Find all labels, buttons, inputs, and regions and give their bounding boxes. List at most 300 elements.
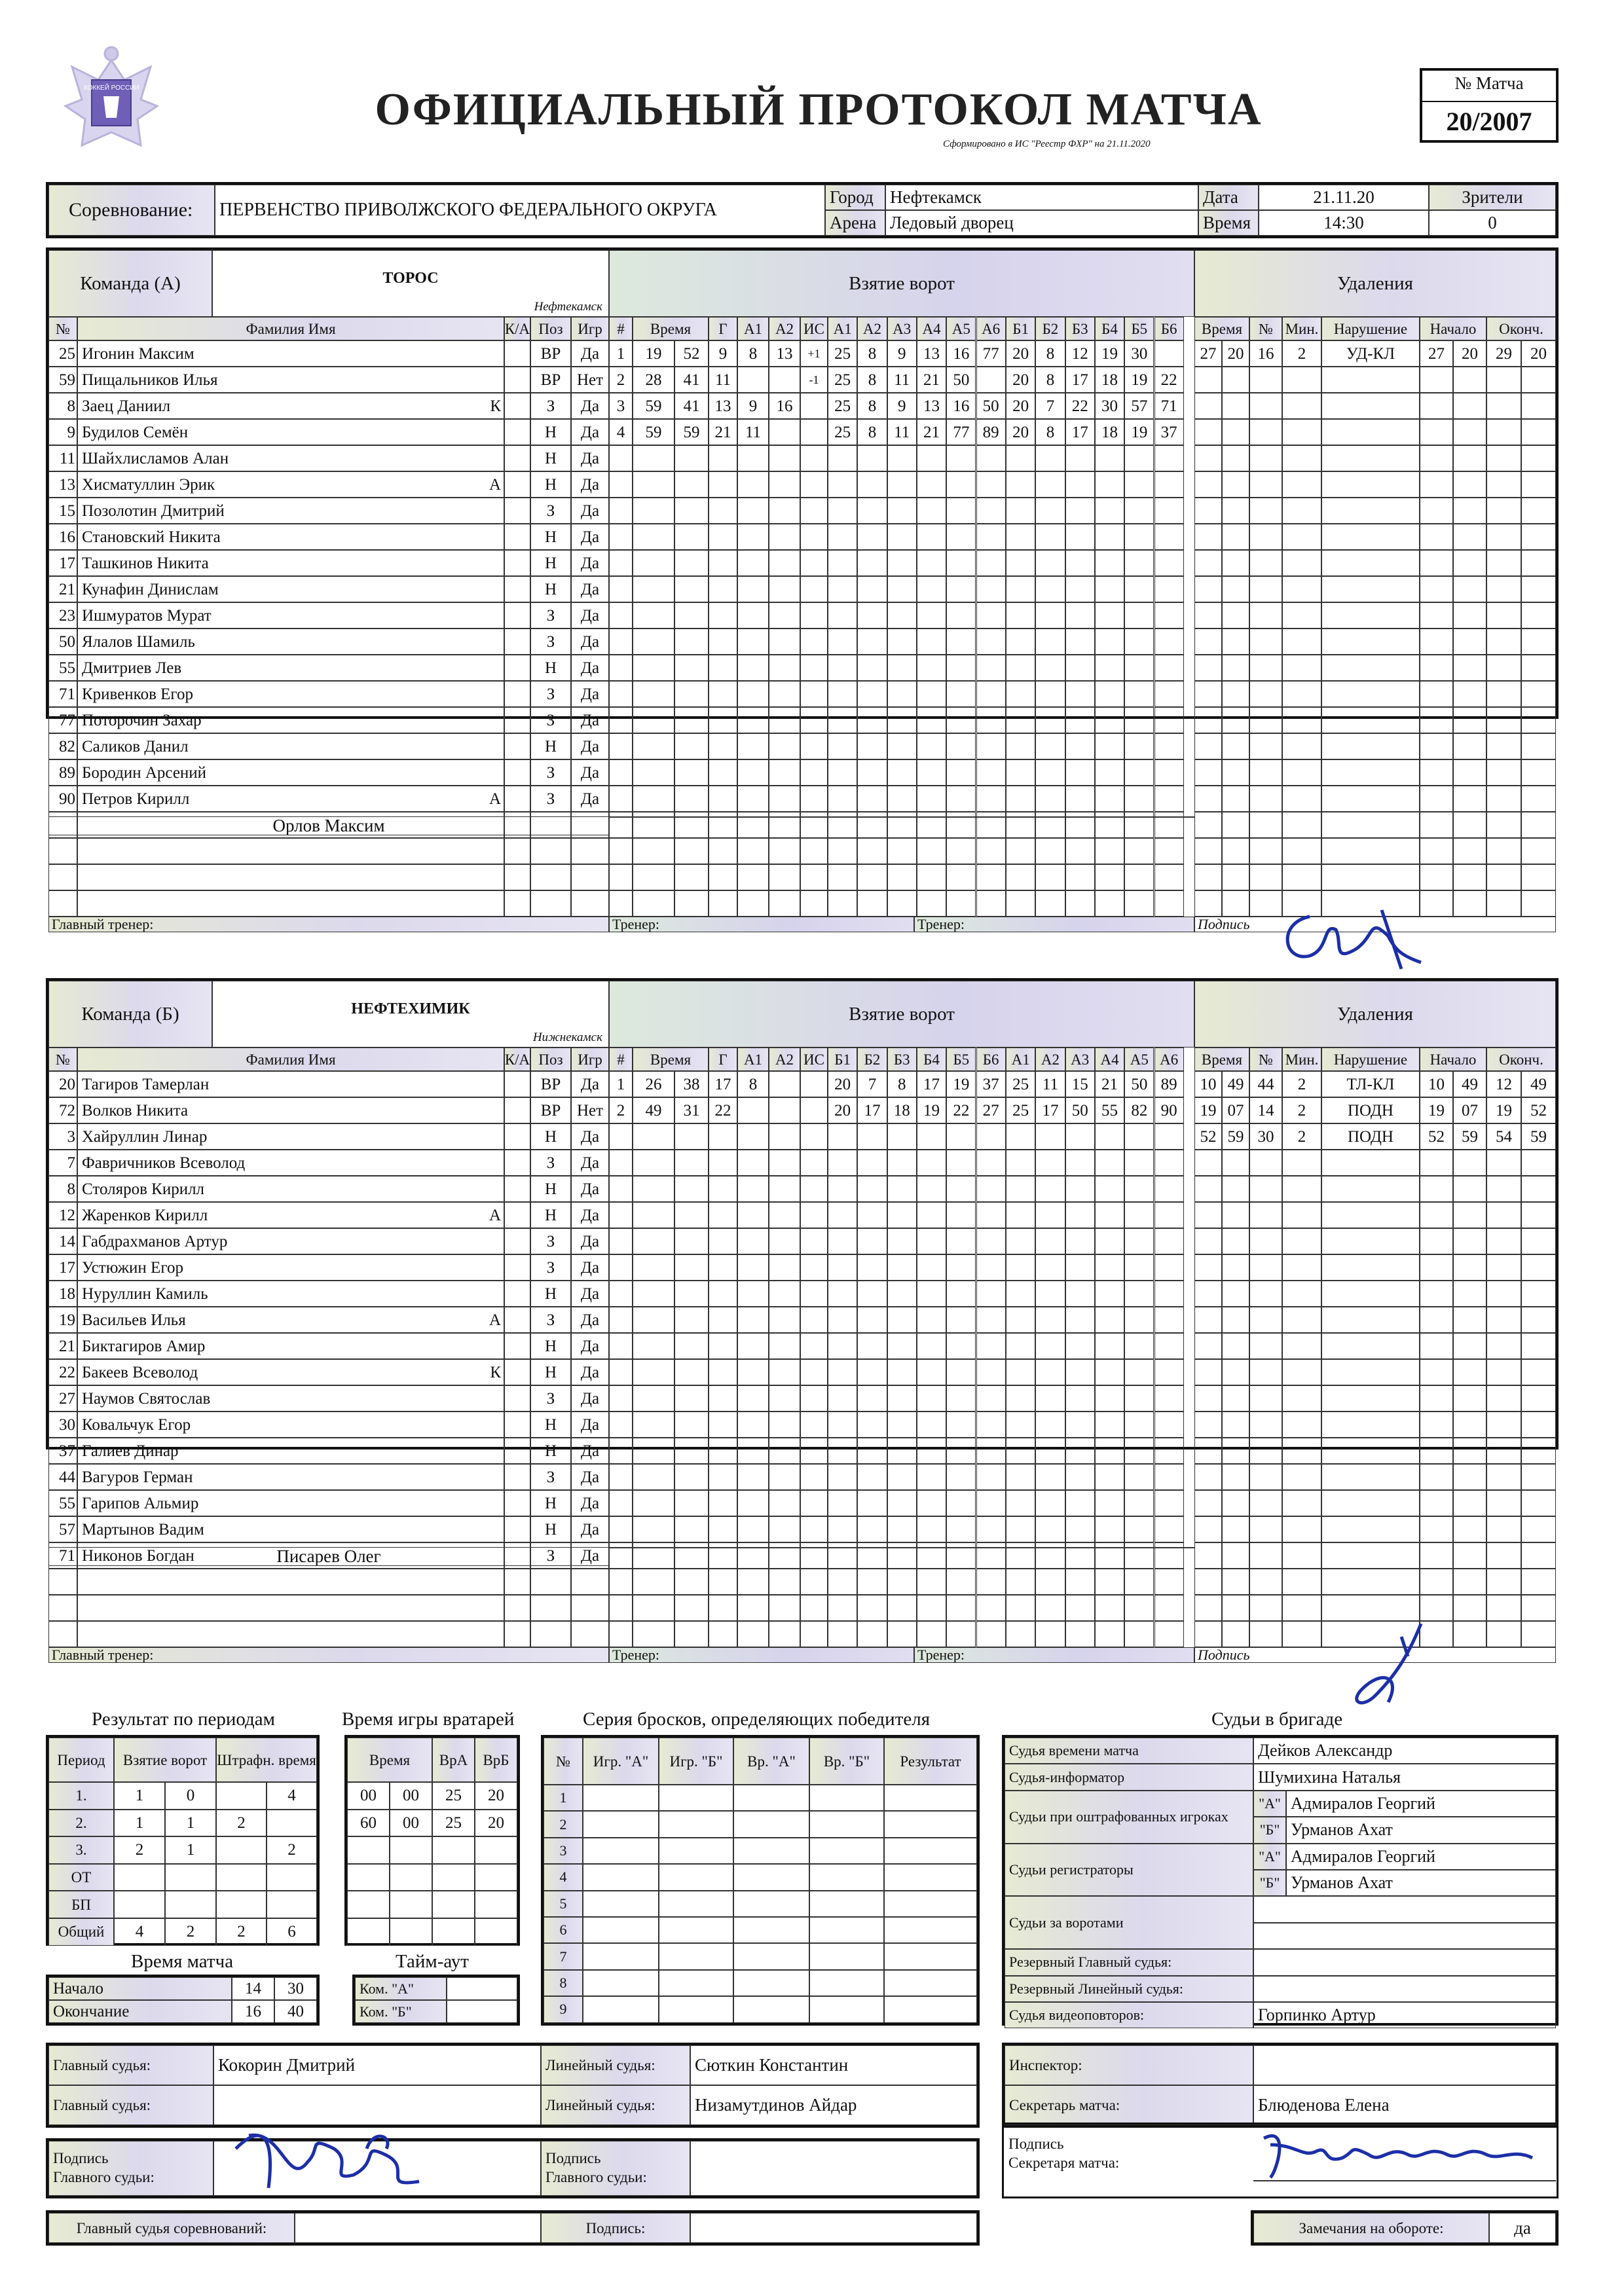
player-name: Пищальников Илья bbox=[77, 367, 478, 393]
team_a-signature-label: Подпись bbox=[1194, 917, 1556, 932]
pen-ss bbox=[1222, 550, 1249, 576]
player-position: Н bbox=[530, 550, 571, 576]
player-spacer bbox=[504, 1097, 530, 1123]
goal-no bbox=[609, 445, 633, 471]
player-name: Заец Даниил bbox=[77, 393, 478, 419]
goalie-a: 25 bbox=[432, 1782, 475, 1810]
shootout-cell bbox=[659, 1811, 733, 1837]
pen-violation: ТЛ-КЛ bbox=[1321, 1071, 1420, 1097]
goal-onice-b bbox=[1006, 524, 1035, 550]
goal-onice-a: 16 bbox=[946, 340, 976, 367]
goalie-a bbox=[432, 1918, 475, 1946]
player-name bbox=[77, 1569, 478, 1595]
goal-onice-b bbox=[1154, 524, 1184, 550]
goal-onice-b bbox=[1154, 1281, 1184, 1307]
goal-onice-a bbox=[887, 498, 917, 524]
pen-minutes bbox=[1282, 1254, 1321, 1281]
goal-onice-a: 17 bbox=[917, 1071, 946, 1097]
team_b-col-onice-a-0: Б1 bbox=[828, 1048, 857, 1071]
pen-end-ss bbox=[1521, 786, 1556, 812]
pen-end-mm bbox=[1486, 524, 1521, 550]
shootout-cell bbox=[659, 1996, 733, 2022]
goal-onice-b bbox=[1095, 1254, 1124, 1281]
match-time-title: Время матча bbox=[131, 1951, 234, 1972]
pen-player bbox=[1249, 524, 1282, 550]
goal-onice-b bbox=[1154, 890, 1184, 917]
pen-violation bbox=[1321, 550, 1420, 576]
pen-end-ss bbox=[1521, 1150, 1556, 1176]
goal-is bbox=[800, 733, 828, 759]
goal-ss bbox=[674, 1333, 709, 1359]
goal-onice-b bbox=[1154, 655, 1184, 681]
player-played: Да bbox=[571, 498, 609, 524]
goal-onice-b bbox=[1035, 812, 1065, 838]
player-ka: К bbox=[478, 1359, 504, 1385]
pen-mm bbox=[1194, 1595, 1222, 1621]
competition-ref-value bbox=[295, 2213, 541, 2243]
goal-scorer: 21 bbox=[709, 419, 737, 445]
goal-onice-a bbox=[976, 890, 1006, 917]
goal-a2 bbox=[769, 367, 800, 393]
player-position: Н bbox=[530, 419, 571, 445]
player-number: 23 bbox=[48, 602, 77, 629]
match-number-label: № Матча bbox=[1454, 73, 1524, 93]
pen-start-ss: 07 bbox=[1453, 1097, 1486, 1123]
player-position: З bbox=[530, 759, 571, 786]
goal-onice-a bbox=[828, 1307, 857, 1333]
pen-start-mm bbox=[1420, 367, 1453, 393]
goal-onice-b bbox=[1065, 445, 1095, 471]
pen-ss: 49 bbox=[1222, 1071, 1249, 1097]
period-pen-b bbox=[267, 1864, 317, 1891]
pen-ss bbox=[1222, 681, 1249, 707]
pen-end-mm bbox=[1486, 1569, 1521, 1595]
pen-end-mm bbox=[1486, 445, 1521, 471]
goal-ss bbox=[674, 524, 709, 550]
goal-onice-b bbox=[1006, 550, 1035, 576]
pen-minutes bbox=[1282, 445, 1321, 471]
goal-onice-b bbox=[1124, 602, 1154, 629]
goal-onice-b bbox=[1065, 812, 1095, 838]
goal-is bbox=[800, 445, 828, 471]
timekeeper-value: Дейков Александр bbox=[1253, 1738, 1556, 1764]
goal-scorer bbox=[709, 1123, 737, 1150]
player-played: Да bbox=[571, 445, 609, 471]
goal-onice-a bbox=[946, 1385, 976, 1412]
goal-onice-b bbox=[1095, 733, 1124, 759]
goal-mm: 49 bbox=[633, 1097, 674, 1123]
pen-minutes bbox=[1282, 786, 1321, 812]
goal-onice-a bbox=[917, 1228, 946, 1254]
goal-ss bbox=[674, 498, 709, 524]
shootout-row-no: 7 bbox=[544, 1943, 583, 1969]
pen-minutes bbox=[1282, 838, 1321, 864]
goal-onice-b bbox=[1154, 707, 1184, 733]
time-value: 14:30 bbox=[1259, 210, 1429, 236]
goal-onice-b bbox=[1095, 1412, 1124, 1438]
player-number: 71 bbox=[48, 1542, 77, 1569]
pen-player bbox=[1249, 838, 1282, 864]
player-spacer bbox=[504, 1385, 530, 1412]
goal-mm bbox=[633, 1490, 674, 1516]
goal-onice-b bbox=[1035, 445, 1065, 471]
team_a-col-pmin: Мин. bbox=[1282, 317, 1321, 340]
pen-minutes bbox=[1282, 419, 1321, 445]
pen-violation bbox=[1321, 1359, 1420, 1385]
goal-ss bbox=[674, 812, 709, 838]
player-position: З bbox=[530, 707, 571, 733]
goal-onice-b bbox=[1124, 445, 1154, 471]
player-name: Ташкинов Никита bbox=[77, 550, 478, 576]
goal-onice-b bbox=[1154, 1542, 1184, 1569]
goal-a1 bbox=[737, 629, 769, 655]
goal-is bbox=[800, 1542, 828, 1569]
goalie-ss: 00 bbox=[390, 1782, 432, 1810]
goal-a2 bbox=[769, 1254, 800, 1281]
goal-onice-a bbox=[828, 1516, 857, 1542]
goal-onice-b bbox=[1095, 1202, 1124, 1228]
goal-onice-a bbox=[887, 890, 917, 917]
player-number: 9 bbox=[48, 419, 77, 445]
player-position: Н bbox=[530, 1412, 571, 1438]
goal-is bbox=[800, 1254, 828, 1281]
pen-start-ss bbox=[1453, 550, 1486, 576]
goal-onice-b bbox=[1154, 576, 1184, 602]
period-goals-b bbox=[165, 1864, 216, 1891]
goal-onice-a bbox=[857, 1202, 887, 1228]
goal-onice-b bbox=[1154, 1595, 1184, 1621]
team_b-col-onice-a-1: Б2 bbox=[857, 1048, 887, 1071]
goal-onice-a bbox=[946, 1595, 976, 1621]
goal-onice-b bbox=[1065, 681, 1095, 707]
goal-onice-b bbox=[1006, 864, 1035, 890]
pen-violation bbox=[1321, 786, 1420, 812]
pen-end-mm bbox=[1486, 1385, 1521, 1412]
pen-player bbox=[1249, 1412, 1282, 1438]
goal-onice-a bbox=[917, 838, 946, 864]
pen-ss bbox=[1222, 1385, 1249, 1412]
pen-mm bbox=[1194, 838, 1222, 864]
goal-onice-b bbox=[1124, 707, 1154, 733]
main-ref-signature bbox=[223, 2109, 439, 2201]
goal-is bbox=[800, 1621, 828, 1647]
player-position: Н bbox=[530, 1490, 571, 1516]
goalie-ss bbox=[390, 1836, 432, 1864]
player-spacer bbox=[504, 471, 530, 498]
goal-is bbox=[800, 498, 828, 524]
pen-violation bbox=[1321, 445, 1420, 471]
goal-onice-a bbox=[976, 602, 1006, 629]
pen-player bbox=[1249, 733, 1282, 759]
pen-ss bbox=[1222, 1542, 1249, 1569]
player-number: 82 bbox=[48, 733, 77, 759]
goal-is: -1 bbox=[800, 367, 828, 393]
pen-mm bbox=[1194, 471, 1222, 498]
goal-onice-b bbox=[1006, 1123, 1035, 1150]
period-pen-b: 6 bbox=[267, 1918, 317, 1946]
shootout-h-4: Вр. "Б" bbox=[809, 1738, 884, 1785]
player-position: ВР bbox=[530, 367, 571, 393]
goal-onice-b bbox=[1095, 655, 1124, 681]
goal-onice-b bbox=[1124, 733, 1154, 759]
goal-onice-b bbox=[1035, 550, 1065, 576]
goal-scorer bbox=[709, 524, 737, 550]
team_b-col-num: № bbox=[48, 1048, 77, 1071]
player-played: Да bbox=[571, 1359, 609, 1385]
goal-ss bbox=[674, 1412, 709, 1438]
shootout-cell bbox=[583, 1838, 659, 1864]
team_b-col-ptime: Время bbox=[1194, 1048, 1249, 1071]
goal-onice-a bbox=[976, 1621, 1006, 1647]
goal-onice-a bbox=[976, 1123, 1006, 1150]
goal-onice-a bbox=[828, 1333, 857, 1359]
goal-onice-b bbox=[1124, 1123, 1154, 1150]
goal-mm bbox=[633, 1412, 674, 1438]
goal-no bbox=[609, 1333, 633, 1359]
pen-start-mm bbox=[1420, 1385, 1453, 1412]
pen-minutes bbox=[1282, 733, 1321, 759]
goal-onice-b bbox=[1035, 471, 1065, 498]
goal-onice-a bbox=[828, 759, 857, 786]
pen-minutes: 2 bbox=[1282, 1097, 1321, 1123]
goal-onice-a bbox=[917, 1176, 946, 1202]
goal-no bbox=[609, 1412, 633, 1438]
goal-onice-b bbox=[1095, 471, 1124, 498]
goal-onice-a bbox=[828, 1490, 857, 1516]
goal-onice-a bbox=[976, 838, 1006, 864]
goal-is bbox=[800, 786, 828, 812]
pen-end-mm bbox=[1486, 1281, 1521, 1307]
goal-onice-b bbox=[1006, 759, 1035, 786]
team_a-label: Команда (А) bbox=[48, 250, 212, 317]
goal-a2 bbox=[769, 1490, 800, 1516]
goal-a2 bbox=[769, 1123, 800, 1150]
pen-minutes bbox=[1282, 681, 1321, 707]
pen-end-ss bbox=[1521, 629, 1556, 655]
goal-onice-b bbox=[1065, 707, 1095, 733]
pen-violation bbox=[1321, 1412, 1420, 1438]
goal-onice-a bbox=[857, 1464, 887, 1490]
pen-start-mm bbox=[1420, 629, 1453, 655]
team_a-col-pnum: № bbox=[1249, 317, 1282, 340]
goal-onice-a bbox=[828, 812, 857, 838]
goal-a1 bbox=[737, 524, 769, 550]
line-ref-label-1: Линейный судья: bbox=[541, 2045, 690, 2085]
goal-onice-b bbox=[1095, 681, 1124, 707]
pen-end-ss bbox=[1521, 1359, 1556, 1385]
pen-end-mm bbox=[1486, 1228, 1521, 1254]
goal-is bbox=[800, 1202, 828, 1228]
goal-onice-a bbox=[917, 1385, 946, 1412]
goal-onice-a bbox=[946, 1123, 976, 1150]
goal-onice-a bbox=[887, 1464, 917, 1490]
pen-start-ss bbox=[1453, 1438, 1486, 1464]
period-goals-a bbox=[114, 1864, 165, 1891]
goal-onice-b: 89 bbox=[1154, 1071, 1184, 1097]
goal-a1 bbox=[737, 367, 769, 393]
goal-onice-b bbox=[1124, 1621, 1154, 1647]
pen-mm bbox=[1194, 550, 1222, 576]
goal-onice-a bbox=[917, 576, 946, 602]
pen-end-ss bbox=[1521, 890, 1556, 917]
goal-onice-a bbox=[828, 1281, 857, 1307]
goal-a1 bbox=[737, 576, 769, 602]
goal-mm: 26 bbox=[633, 1071, 674, 1097]
goal-onice-b bbox=[1154, 1359, 1184, 1385]
goal-ss bbox=[674, 1464, 709, 1490]
player-ka bbox=[478, 838, 504, 864]
player-number: 8 bbox=[48, 1176, 77, 1202]
goal-a2 bbox=[769, 550, 800, 576]
goal-a1 bbox=[737, 445, 769, 471]
goal-onice-b: 22 bbox=[1065, 393, 1095, 419]
team_b-coach2 bbox=[914, 1547, 1194, 1548]
shootout-cell bbox=[884, 1811, 977, 1837]
goal-onice-b bbox=[1035, 1150, 1065, 1176]
goal-onice-b bbox=[1124, 812, 1154, 838]
goal-onice-a bbox=[976, 707, 1006, 733]
pen-player bbox=[1249, 1176, 1282, 1202]
pen-mm bbox=[1194, 524, 1222, 550]
goal-scorer bbox=[709, 1176, 737, 1202]
goal-onice-b bbox=[1065, 602, 1095, 629]
goal-onice-b bbox=[1095, 1464, 1124, 1490]
team_a-col-onice-a-5: А6 bbox=[976, 317, 1006, 340]
goal-is bbox=[800, 1595, 828, 1621]
pen-violation bbox=[1321, 367, 1420, 393]
pen-mm bbox=[1194, 1385, 1222, 1412]
goal-ss: 41 bbox=[674, 393, 709, 419]
goal-scorer bbox=[709, 890, 737, 917]
pen-mm bbox=[1194, 629, 1222, 655]
goal-scorer bbox=[709, 786, 737, 812]
goal-onice-a bbox=[946, 1542, 976, 1569]
goal-a1 bbox=[737, 1176, 769, 1202]
goal-a1 bbox=[737, 786, 769, 812]
player-played: Да bbox=[571, 1490, 609, 1516]
player-position: Н bbox=[530, 1516, 571, 1542]
goal-onice-b: 8 bbox=[1035, 340, 1065, 367]
goal-a2 bbox=[769, 524, 800, 550]
goal-a1 bbox=[737, 498, 769, 524]
pen-player bbox=[1249, 1307, 1282, 1333]
goal-is bbox=[800, 681, 828, 707]
goal-onice-a bbox=[887, 733, 917, 759]
goal-scorer: 17 bbox=[709, 1071, 737, 1097]
pen-ss bbox=[1222, 838, 1249, 864]
pen-end-ss bbox=[1521, 1385, 1556, 1412]
player-name: Хисматуллин Эрик bbox=[77, 471, 478, 498]
goal-onice-a bbox=[857, 1621, 887, 1647]
player-name: Васильев Илья bbox=[77, 1307, 478, 1333]
pen-end-ss bbox=[1521, 1202, 1556, 1228]
goal-onice-a bbox=[828, 1412, 857, 1438]
player-position bbox=[530, 1595, 571, 1621]
goal-onice-a bbox=[946, 1621, 976, 1647]
reg-a-value: Адмиралов Георгий bbox=[1286, 1844, 1556, 1870]
goal-ss bbox=[674, 1569, 709, 1595]
pen-mm bbox=[1194, 1569, 1222, 1595]
team_a-col-viol: Нарушение bbox=[1321, 317, 1420, 340]
pen-end-ss bbox=[1521, 1281, 1556, 1307]
line-ref-2: Низамутдинов Айдар bbox=[690, 2085, 977, 2125]
goal-onice-a bbox=[887, 759, 917, 786]
team_a-col-time: Время bbox=[633, 317, 709, 340]
goal-no bbox=[609, 1228, 633, 1254]
pen-end-mm bbox=[1486, 1333, 1521, 1359]
pen-end-ss: 52 bbox=[1521, 1097, 1556, 1123]
goal-scorer bbox=[709, 1281, 737, 1307]
player-position: Н bbox=[530, 1202, 571, 1228]
player-played: Да bbox=[571, 1464, 609, 1490]
pen-player bbox=[1249, 1254, 1282, 1281]
pen-mm: 52 bbox=[1194, 1123, 1222, 1150]
pen-end-ss bbox=[1521, 602, 1556, 629]
player-spacer bbox=[504, 890, 530, 917]
goal-no bbox=[609, 812, 633, 838]
player-position: З bbox=[530, 1150, 571, 1176]
goal-mm bbox=[633, 445, 674, 471]
goal-a1 bbox=[737, 838, 769, 864]
goal-onice-a bbox=[857, 838, 887, 864]
goal-onice-b bbox=[1095, 1438, 1124, 1464]
pen-mm bbox=[1194, 812, 1222, 838]
player-spacer bbox=[504, 759, 530, 786]
pen-violation bbox=[1321, 864, 1420, 890]
goal-mm: 19 bbox=[633, 340, 674, 367]
pen-mm bbox=[1194, 655, 1222, 681]
player-ka bbox=[478, 1412, 504, 1438]
pen-violation bbox=[1321, 1464, 1420, 1490]
goal-onice-b bbox=[1065, 1595, 1095, 1621]
goal-is bbox=[800, 1490, 828, 1516]
pen-violation bbox=[1321, 1516, 1420, 1542]
team_a-col-onice-a-0: А1 bbox=[828, 317, 857, 340]
pen-violation bbox=[1321, 393, 1420, 419]
shootout-cell bbox=[884, 1996, 977, 2022]
player-ka bbox=[478, 445, 504, 471]
player-position: Н bbox=[530, 733, 571, 759]
player-spacer bbox=[504, 1071, 530, 1097]
goal-onice-b: 15 bbox=[1065, 1071, 1095, 1097]
page-title: ОФИЦИАЛЬНЫЙ ПРОТОКОЛ МАТЧА bbox=[375, 84, 1263, 135]
player-ka bbox=[478, 681, 504, 707]
goal-mm bbox=[633, 1569, 674, 1595]
goal-no bbox=[609, 1254, 633, 1281]
team_a-coach1-label: Тренер: bbox=[609, 917, 914, 932]
secretary-value: Блюденова Елена bbox=[1253, 2085, 1556, 2125]
team_b-col-onice-b-5: А6 bbox=[1154, 1048, 1184, 1071]
goal-onice-b bbox=[1035, 602, 1065, 629]
player-number: 55 bbox=[48, 655, 77, 681]
goal-no bbox=[609, 733, 633, 759]
player-played: Нет bbox=[571, 1097, 609, 1123]
player-name: Волков Никита bbox=[77, 1097, 478, 1123]
goal-is bbox=[800, 655, 828, 681]
team_a-penalties-title: Удаления bbox=[1194, 250, 1556, 317]
player-number: 20 bbox=[48, 1071, 77, 1097]
goal-onice-b: 8 bbox=[1035, 419, 1065, 445]
goal-onice-a bbox=[946, 1359, 976, 1385]
goal-onice-a bbox=[887, 1621, 917, 1647]
pen-violation bbox=[1321, 681, 1420, 707]
period-goals-a: 2 bbox=[114, 1836, 165, 1864]
player-position bbox=[530, 838, 571, 864]
pen-start-ss bbox=[1453, 812, 1486, 838]
team_b-penalties-title: Удаления bbox=[1194, 981, 1556, 1048]
goal-mm bbox=[633, 471, 674, 498]
pen-ss bbox=[1222, 1516, 1249, 1542]
